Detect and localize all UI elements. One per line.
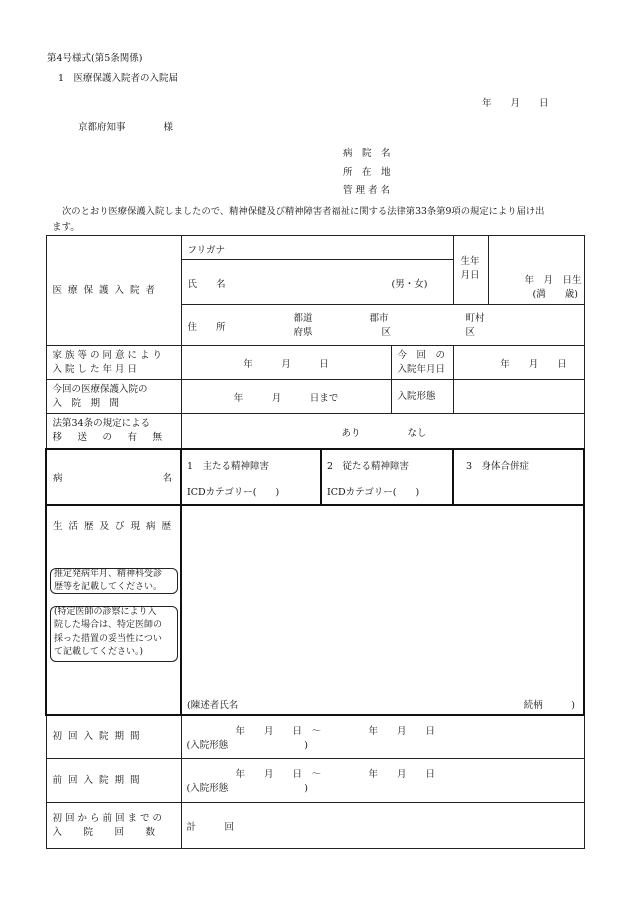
form-number: 第4号様式(第5条関係): [47, 53, 143, 64]
intro-line-2: ます。: [52, 222, 80, 233]
hospital-name-label: 病 院 名: [343, 148, 391, 159]
intro-line-1: 次のとおり医療保護入院しましたので、精神保健及び精神障害者福祉に関する法律第33条第9項の規定により届け出: [62, 206, 545, 217]
admission-count-field[interactable]: 計 回: [181, 803, 584, 849]
address-label: 住 所: [187, 322, 226, 333]
submission-date: 年 月 日: [482, 98, 549, 109]
first-admission-field[interactable]: 年 月 日 〜 年 月 日 (入院形態 ): [181, 715, 584, 759]
transport-yes[interactable]: あり: [341, 428, 361, 439]
consent-date-field[interactable]: 年 月 日: [181, 346, 391, 380]
period-label: 今回の医療保護入院の 入 院 期 間: [46, 380, 181, 414]
transport-field: [181, 414, 584, 449]
hospital-manager-label: 管理者名: [343, 185, 394, 196]
history-label: 生活歴及び現病歴: [53, 520, 178, 532]
birth-date-field[interactable]: [488, 236, 584, 305]
previous-admission-label: 前回入院期間: [46, 759, 181, 803]
transport-no[interactable]: なし: [407, 428, 427, 439]
reporter-relation: 続柄 ): [523, 699, 575, 711]
gender-select[interactable]: (男・女): [391, 279, 428, 290]
admission-form-field[interactable]: [453, 380, 584, 414]
previous-admission-field[interactable]: 年 月 日 〜 年 月 日 (入院形態 ): [181, 759, 584, 803]
history-label-cell: 生活歴及び現病歴 推定発病年月、精神科受診 歴等を記載してください。 (特定医師の診察により入 院した場合は、特定医師の 採った措置の妥当性につい て記載してください。): [46, 505, 181, 715]
age-value: (満 歳): [532, 289, 578, 300]
history-field[interactable]: [181, 505, 584, 715]
secondary-disorder-field[interactable]: 2 従たる精神障害 ICDカテゴリー( ): [321, 449, 453, 505]
name-label: 氏 名: [187, 279, 226, 290]
birth-date-value: 年 月 日生: [524, 275, 582, 286]
form-subtitle: 1 医療保護入院者の入院届: [58, 73, 179, 84]
first-admission-label: 初回入院期間: [46, 715, 181, 759]
transport-label: 法第34条の規定による 移 送 の 有 無: [46, 414, 181, 449]
addressee: 京都府知事 様: [78, 122, 174, 133]
birth-label-cell: 生年 月日: [453, 236, 488, 305]
admission-form-label: 入院形態: [391, 380, 453, 414]
furigana-label: フリガナ: [187, 245, 226, 256]
physical-complication-field[interactable]: 3 身体合併症: [453, 449, 584, 505]
name-field[interactable]: [181, 260, 453, 305]
address-field[interactable]: 住 所 都道 府県 郡市 区 町村 区: [181, 305, 584, 346]
this-admission-date-field[interactable]: 年 月 日: [453, 346, 584, 380]
consent-label: 家族等の同意により 入院した年月日: [46, 346, 181, 380]
reporter-name: (陳述者氏名: [187, 699, 239, 711]
period-field[interactable]: 年 月 日まで: [181, 380, 391, 414]
admission-count-label: 初回から前回までの 入 院 回 数: [46, 803, 181, 849]
furigana-field[interactable]: [181, 236, 453, 260]
disease-label: 病 名: [46, 449, 181, 505]
notification-form: [45, 235, 585, 849]
main-disorder-field[interactable]: 1 主たる精神障害 ICDカテゴリー( ): [181, 449, 321, 505]
patient-label: 医療保護入院者: [46, 236, 181, 346]
this-admission-label: 今 回 の 入院年月日: [391, 346, 453, 380]
hospital-location-label: 所 在 地: [343, 167, 391, 178]
